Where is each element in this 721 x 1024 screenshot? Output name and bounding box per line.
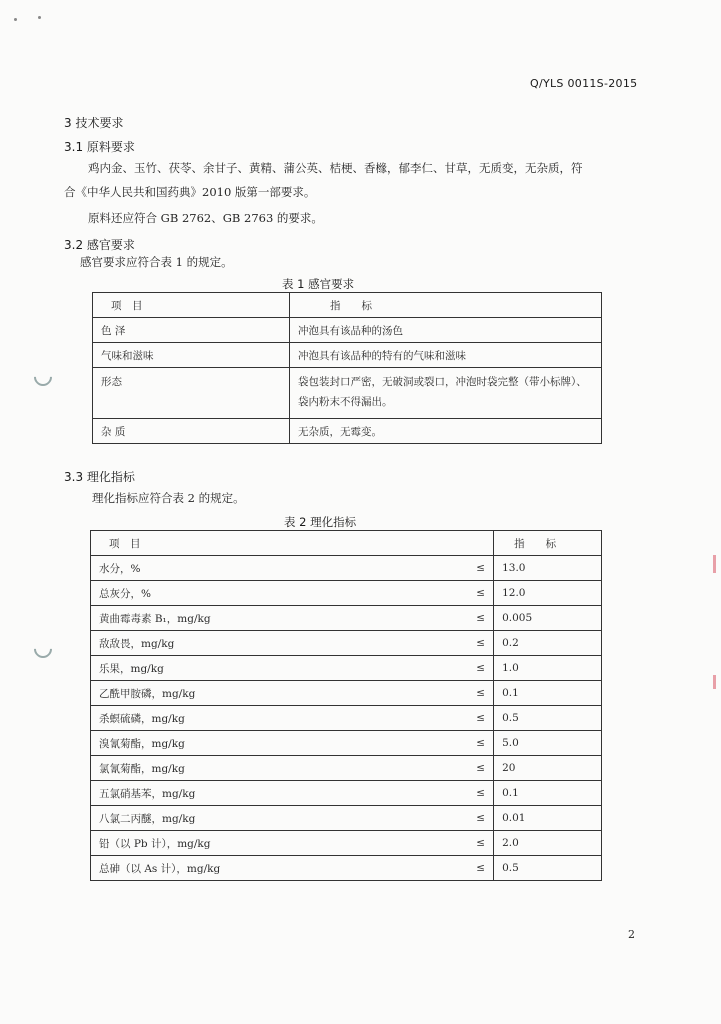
table-cell: 袋包装封口严密，无破洞或裂口，冲泡时袋完整（带小标牌）、袋内粉末不得漏出。 [290,368,602,419]
table-cell: 杂 质 [93,419,290,444]
section-3-1-title: 3.1 原料要求 [64,140,135,154]
table-cell: 氯氰菊酯，mg/kg [91,756,460,781]
table-cell: 水分，% [91,556,460,581]
raw-material-paragraph-line1: 鸡内金、玉竹、茯苓、余甘子、黄精、蒲公英、桔梗、香橼，郁李仁、甘草，无质变，无杂质，符 [88,161,583,175]
table-cell: 乙酰甲胺磷，mg/kg [91,681,460,706]
table-cell: 1.0 [494,656,602,681]
table-cell: ≤ [459,606,494,631]
table-cell: 形态 [93,368,290,419]
binding-hole-mark [30,364,55,389]
table-cell: ≤ [459,756,494,781]
table2-caption: 表 2 理化指标 [284,515,357,529]
table-cell: ≤ [459,856,494,881]
table-row [91,656,602,681]
section-3-3-title: 3.3 理化指标 [64,470,135,484]
table-cell: 黄曲霉毒素 B₁，mg/kg [91,606,460,631]
table-cell: ≤ [459,581,494,606]
table-cell: 色 泽 [93,318,290,343]
table-cell: ≤ [459,556,494,581]
table-row [91,681,602,706]
table-cell: 20 [494,756,602,781]
table-row [91,606,602,631]
physchem-table [90,530,602,881]
table-row [93,419,602,444]
table-cell: ≤ [459,656,494,681]
table-cell: 0.005 [494,606,602,631]
sensory-intro: 感官要求应符合表 1 的规定。 [80,255,233,269]
table-cell: 0.1 [494,681,602,706]
table-cell: 冲泡具有该品种的汤色 [290,318,602,343]
table-header-row [93,293,602,318]
table-cell: 五氯硝基苯，mg/kg [91,781,460,806]
raw-material-paragraph-line2: 合《中华人民共和国药典》2010 版第一部要求。 [64,185,316,199]
edge-mark [713,555,716,573]
table-cell: 冲泡具有该品种的特有的气味和滋味 [290,343,602,368]
table-cell: 溴氰菊酯，mg/kg [91,731,460,756]
table-cell: ≤ [459,681,494,706]
table-row [93,318,602,343]
table-header-row [91,531,602,556]
scan-speck [14,18,17,21]
raw-material-standards: 原料还应符合 GB 2762、GB 2763 的要求。 [88,211,323,225]
table-cell: 总灰分，% [91,581,460,606]
section-3-2-title: 3.2 感官要求 [64,238,135,252]
table-cell: 无杂质，无霉变。 [290,419,602,444]
table-cell: 5.0 [494,731,602,756]
table-row [91,706,602,731]
scan-speck [38,16,41,19]
table-row [91,856,602,881]
table-cell: 乐果，mg/kg [91,656,460,681]
table-cell: ≤ [459,731,494,756]
table-row [91,781,602,806]
sensory-table [92,292,602,444]
edge-mark [713,675,716,689]
table-cell: 气味和滋味 [93,343,290,368]
table-header-cell: 指 标 [290,293,602,318]
table-row [91,631,602,656]
table-row [91,756,602,781]
table-cell: 12.0 [494,581,602,606]
table-header-cell: 项 目 [93,293,290,318]
table-cell: 铅（以 Pb 计），mg/kg [91,831,460,856]
table-cell: ≤ [459,706,494,731]
table-cell: ≤ [459,831,494,856]
table-cell: 杀螟硫磷，mg/kg [91,706,460,731]
table-cell: 13.0 [494,556,602,581]
table-row [93,368,602,419]
table-row [91,831,602,856]
table-header-cell: 项 目 [91,531,494,556]
table-header-cell: 指 标 [494,531,602,556]
table-cell: 0.2 [494,631,602,656]
table-cell: ≤ [459,806,494,831]
table-row [93,343,602,368]
table-cell: 八氯二丙醚，mg/kg [91,806,460,831]
page-number: 2 [628,928,635,941]
table-row [91,581,602,606]
physchem-intro: 理化指标应符合表 2 的规定。 [92,491,245,505]
table-row [91,556,602,581]
table-cell: 2.0 [494,831,602,856]
table-cell: ≤ [459,781,494,806]
table-cell: 0.5 [494,856,602,881]
table-row [91,731,602,756]
table-cell: 敌敌畏，mg/kg [91,631,460,656]
table-cell: 0.01 [494,806,602,831]
table-cell: ≤ [459,631,494,656]
table-cell: 总砷（以 As 计），mg/kg [91,856,460,881]
standard-code: Q/YLS 0011S-2015 [530,77,638,90]
table-cell: 0.5 [494,706,602,731]
section-3-title: 3 技术要求 [64,116,124,130]
table-row [91,806,602,831]
binding-hole-mark [30,636,55,661]
table1-caption: 表 1 感官要求 [282,277,355,291]
table-cell: 0.1 [494,781,602,806]
